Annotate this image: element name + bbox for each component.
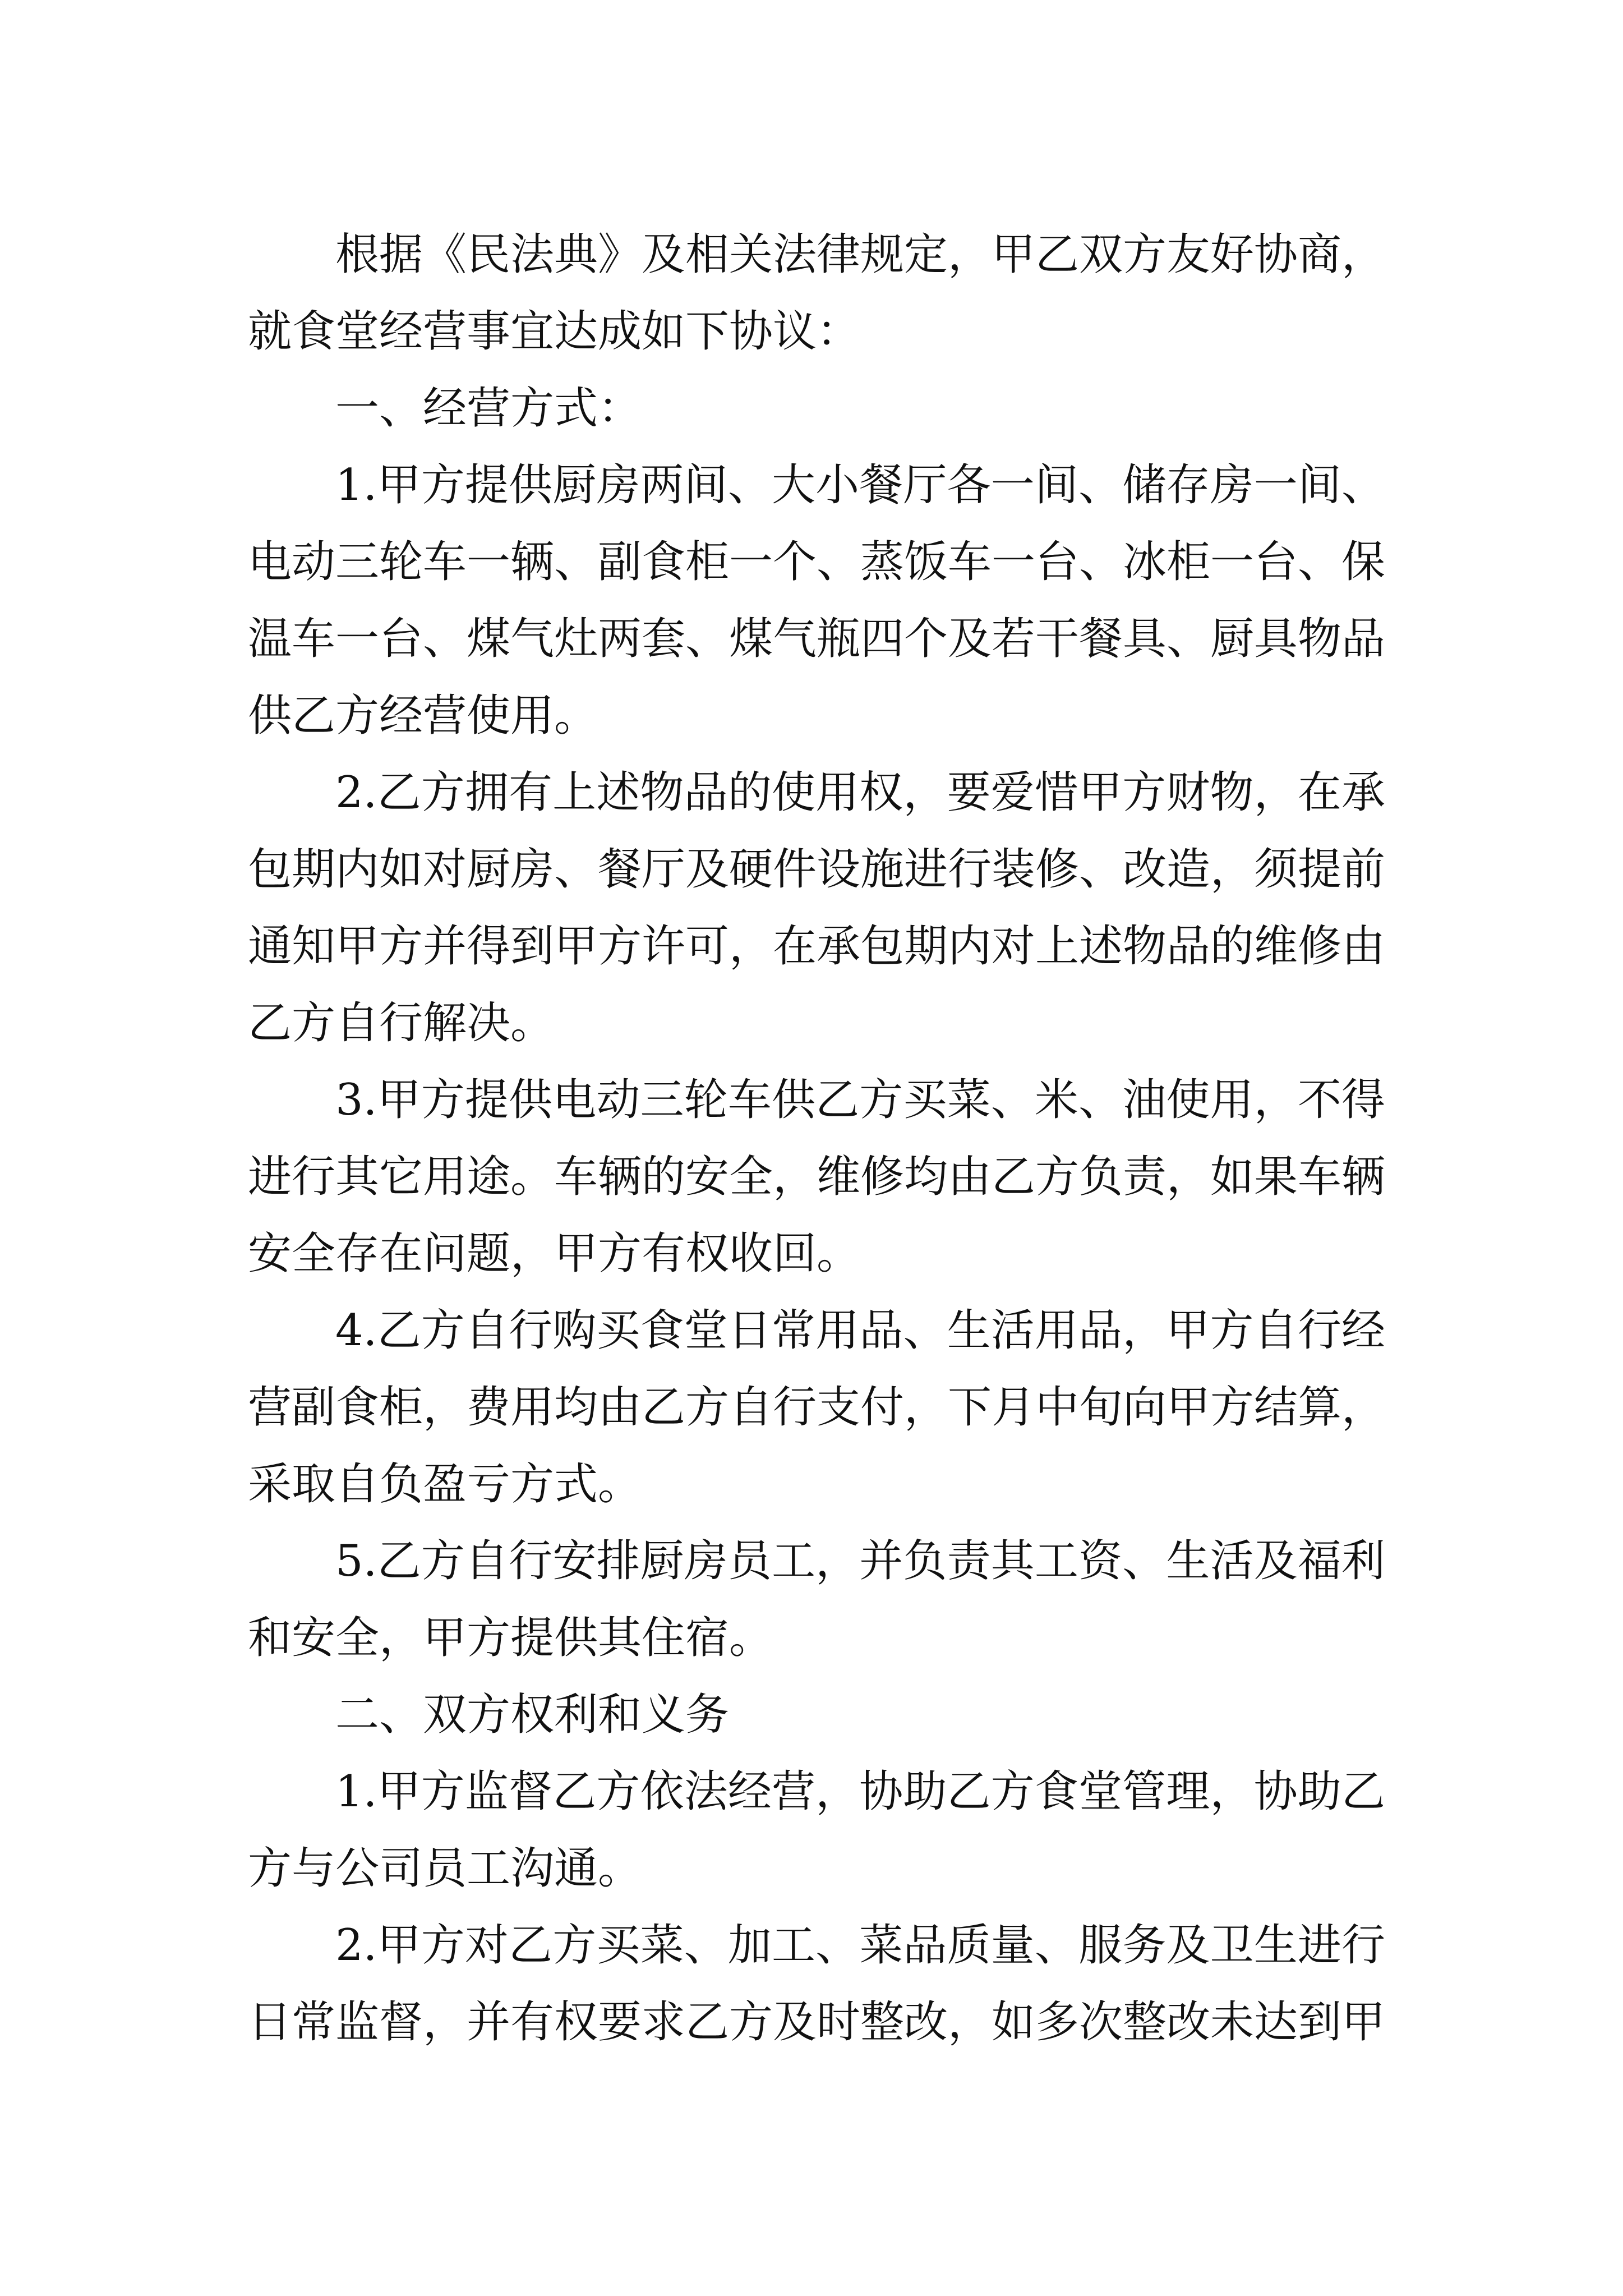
clause-1-5: 5.乙方自行安排厨房员工，并负责其工资、生活及福利和安全，甲方提供其住宿。 bbox=[248, 1536, 1385, 1663]
section-heading-operation-mode: 一、经营方式： bbox=[335, 383, 642, 434]
paragraph-intro: 根据《民法典》及相关法律规定，甲乙双方友好协商，就食堂经营事宜达成如下协议： bbox=[248, 229, 1386, 357]
clause-1-1: 1.甲方提供厨房两间、大小餐厅各一间、储存房一间、电动三轮车一辆、副食柜一个、蒸饭车一台、冰柜一台、保温车一台、煤气灶两套、煤气瓶四个及若干餐具、厨具物品供乙方经营使用。 bbox=[248, 460, 1386, 741]
contract-body bbox=[248, 217, 1385, 2061]
section-heading-rights-obligations: 二、双方权利和义务 bbox=[335, 1690, 730, 1740]
clause-1-4: 4.乙方自行购买食堂日常用品、生活用品，甲方自行经营副食柜，费用均由乙方自行支付，下月中旬向甲方结算，采取自负盈亏方式。 bbox=[248, 1305, 1386, 1510]
clause-2-1: 1.甲方监督乙方依法经营，协助乙方食堂管理，协助乙方与公司员工沟通。 bbox=[248, 1766, 1385, 1894]
clause-2-2: 2.甲方对乙方买菜、加工、菜品质量、服务及卫生进行日常监督，并有权要求乙方及时整改，如多次整改未达到甲 bbox=[248, 1920, 1386, 2047]
clause-1-2: 2.乙方拥有上述物品的使用权，要爱惜甲方财物，在承包期内如对厨房、餐厅及硬件设施进行装修、改造，须提前通知甲方并得到甲方许可，在承包期内对上述物品的维修由乙方自行解决。 bbox=[248, 767, 1386, 1048]
clause-1-3: 3.甲方提供电动三轮车供乙方买菜、米、油使用，不得进行其它用途。车辆的安全，维修均由乙方负责，如果车辆安全存在问题，甲方有权收回。 bbox=[248, 1075, 1386, 1279]
